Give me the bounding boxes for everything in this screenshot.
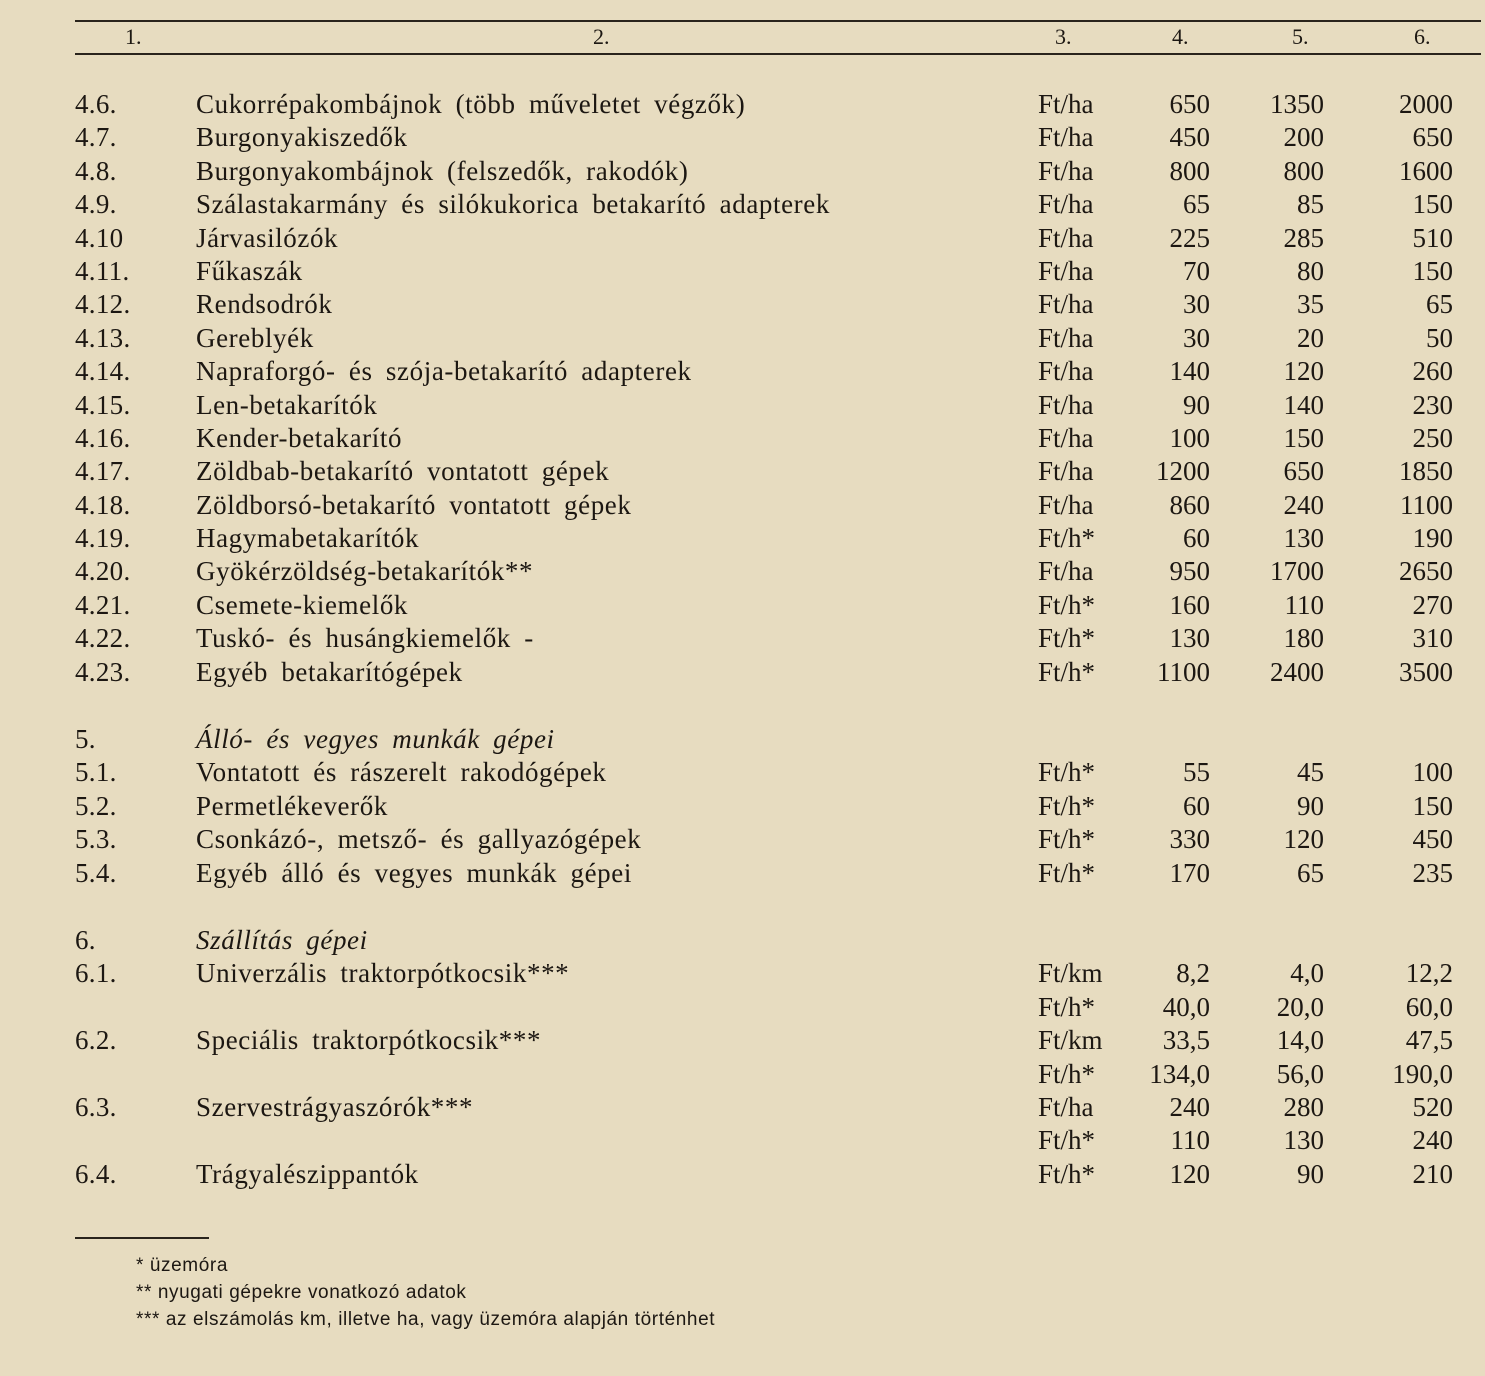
row-value-4: 330	[1169, 824, 1210, 855]
row-unit: Ft/ha	[1038, 456, 1094, 487]
row-value-4: 450	[1169, 122, 1210, 153]
row-unit: Ft/ha	[1038, 389, 1094, 420]
row-name: Szállítás gépei	[196, 924, 368, 955]
column-header-3: 3.	[1055, 24, 1072, 49]
row-value-4: 860	[1169, 489, 1210, 520]
row-name: Univerzális traktorpótkocsik***	[196, 958, 570, 989]
footnote-rule	[75, 1237, 209, 1239]
row-value-5: 280	[1283, 1091, 1324, 1122]
table-row	[0, 422, 1485, 455]
row-unit: Ft/ha	[1038, 255, 1094, 286]
row-number: 4.13.	[75, 322, 131, 353]
row-name: Álló- és vegyes munkák gépei	[196, 724, 555, 755]
table-row	[0, 1091, 1485, 1124]
row-value-5: 45	[1297, 757, 1324, 788]
row-number: 5.1.	[75, 757, 117, 788]
table-row	[0, 957, 1485, 990]
table-row	[0, 622, 1485, 655]
table-row	[0, 155, 1485, 188]
row-name: Speciális traktorpótkocsik***	[196, 1025, 542, 1056]
row-value-6: 12,2	[1405, 958, 1453, 989]
row-unit: Ft/h*	[1038, 523, 1096, 554]
row-value-5: 20,0	[1276, 991, 1324, 1022]
row-unit: Ft/ha	[1038, 89, 1094, 119]
row-number: 5.4.	[75, 857, 117, 888]
row-name: Egyéb álló és vegyes munkák gépei	[196, 857, 632, 888]
table-body	[0, 88, 1485, 1191]
row-name: Trágyalészippantók	[196, 1158, 419, 1189]
row-unit: Ft/h*	[1038, 656, 1096, 687]
row-value-4: 130	[1169, 623, 1210, 654]
row-value-6: 3500	[1399, 656, 1453, 687]
row-name: Zöldborsó-betakarító vontatott gépek	[196, 489, 632, 520]
row-value-6: 650	[1412, 122, 1453, 153]
row-name: Egyéb betakarítógépek	[196, 656, 463, 687]
row-value-4: 950	[1169, 556, 1210, 587]
table-row	[0, 522, 1485, 555]
row-value-5: 2400	[1270, 656, 1324, 687]
row-unit: Ft/ha	[1038, 489, 1094, 520]
row-unit: Ft/ha	[1038, 155, 1094, 186]
footnote: *** az elszámolás km, illetve ha, vagy üzemóra alapján történhet	[136, 1309, 716, 1330]
row-value-4: 100	[1169, 422, 1210, 453]
row-name: Szervestrágyaszórók***	[196, 1091, 474, 1122]
section-spacer	[0, 890, 1485, 924]
row-value-5: 90	[1297, 1158, 1324, 1189]
row-name: Napraforgó- és szója-betakarító adapterek	[196, 356, 692, 387]
row-value-6: 150	[1412, 189, 1453, 220]
table-row	[0, 656, 1485, 689]
row-number: 4.20.	[75, 556, 131, 587]
row-unit: Ft/ha	[1038, 556, 1094, 587]
row-value-6: 190,0	[1392, 1058, 1453, 1089]
table-row	[0, 1124, 1485, 1157]
table-row	[0, 991, 1485, 1024]
footnotes	[136, 1252, 715, 1333]
table-row	[0, 1058, 1485, 1091]
row-value-5: 14,0	[1276, 1025, 1324, 1056]
table-row	[0, 188, 1485, 221]
table-row	[0, 924, 1485, 957]
row-number: 6.1.	[75, 958, 117, 989]
row-unit: Ft/h*	[1038, 1125, 1096, 1156]
row-value-5: 150	[1283, 422, 1324, 453]
row-name: Tuskó- és husángkiemelők -	[196, 623, 534, 654]
column-header-2: 2.	[593, 24, 610, 49]
row-value-6: 1600	[1399, 155, 1453, 186]
table-row	[0, 589, 1485, 622]
row-value-6: 1100	[1400, 489, 1453, 520]
row-unit: Ft/ha	[1038, 1091, 1094, 1122]
footnote: * üzemóra	[136, 1255, 228, 1276]
row-value-5: 120	[1283, 824, 1324, 855]
row-value-6: 260	[1412, 356, 1453, 387]
row-value-6: 50	[1426, 322, 1453, 353]
table-header-rule	[75, 53, 1481, 55]
row-unit: Ft/ha	[1038, 189, 1094, 220]
table-row	[0, 756, 1485, 789]
row-value-4: 33,5	[1162, 1025, 1210, 1056]
row-value-6: 2000	[1399, 89, 1453, 119]
table-row	[0, 288, 1485, 321]
row-unit: Ft/h*	[1038, 1058, 1096, 1089]
row-unit: Ft/ha	[1038, 422, 1094, 453]
row-number: 4.10	[75, 222, 124, 253]
row-value-4: 140	[1169, 356, 1210, 387]
row-value-5: 20	[1297, 322, 1324, 353]
footnote: ** nyugati gépekre vonatkozó adatok	[136, 1282, 467, 1303]
row-value-6: 100	[1412, 757, 1453, 788]
row-number: 5.3.	[75, 824, 117, 855]
row-unit: Ft/ha	[1038, 356, 1094, 387]
row-value-5: 120	[1283, 356, 1324, 387]
row-value-5: 800	[1283, 155, 1324, 186]
row-name: Rendsodrók	[196, 289, 333, 320]
row-number: 6.3.	[75, 1091, 117, 1122]
row-name: Csemete-kiemelők	[196, 589, 409, 620]
row-value-6: 150	[1412, 255, 1453, 286]
row-value-4: 60	[1183, 790, 1210, 821]
row-number: 4.22.	[75, 623, 131, 654]
row-value-4: 240	[1169, 1091, 1210, 1122]
row-unit: Ft/h*	[1038, 589, 1096, 620]
table-row	[0, 790, 1485, 823]
row-value-5: 240	[1283, 489, 1324, 520]
row-number: 5.	[75, 724, 96, 755]
row-number: 4.11.	[75, 255, 130, 286]
row-number: 4.12.	[75, 289, 131, 320]
row-value-5: 285	[1283, 222, 1324, 253]
row-value-4: 134,0	[1149, 1058, 1210, 1089]
row-number: 4.21.	[75, 589, 131, 620]
row-value-6: 235	[1412, 857, 1453, 888]
table-row	[0, 823, 1485, 856]
table-row	[0, 857, 1485, 890]
table-row	[0, 455, 1485, 488]
row-number: 4.15.	[75, 389, 131, 420]
row-value-4: 30	[1183, 322, 1210, 353]
row-value-6: 150	[1412, 790, 1453, 821]
row-name: Szálastakarmány és silókukorica betakarító adapterek	[196, 189, 830, 220]
row-value-5: 4,0	[1290, 958, 1324, 989]
row-value-5: 80	[1297, 255, 1324, 286]
row-unit: Ft/km	[1038, 1025, 1103, 1056]
section-spacer	[0, 689, 1485, 723]
row-value-5: 56,0	[1276, 1058, 1324, 1089]
row-value-6: 65	[1426, 289, 1453, 320]
row-name: Járvasilózók	[196, 222, 339, 253]
table-row	[0, 723, 1485, 756]
row-number: 4.6.	[75, 89, 117, 119]
row-value-4: 650	[1169, 89, 1210, 119]
row-unit: Ft/h*	[1038, 857, 1096, 888]
table-row	[0, 355, 1485, 388]
column-header-1: 1.	[125, 24, 142, 49]
row-name: Burgonyakiszedők	[196, 122, 408, 153]
row-value-5: 35	[1297, 289, 1324, 320]
row-value-6: 270	[1412, 589, 1453, 620]
row-value-4: 110	[1170, 1125, 1210, 1156]
row-name: Kender-betakarító	[196, 422, 403, 453]
row-value-5: 65	[1297, 857, 1324, 888]
row-value-6: 210	[1412, 1158, 1453, 1189]
column-header-5: 5.	[1292, 24, 1309, 49]
row-number: 6.	[75, 924, 96, 955]
row-value-4: 800	[1169, 155, 1210, 186]
row-value-4: 160	[1169, 589, 1210, 620]
row-name: Zöldbab-betakarító vontatott gépek	[196, 456, 610, 487]
row-value-5: 130	[1283, 1125, 1324, 1156]
row-name: Gereblyék	[196, 322, 314, 353]
row-number: 4.18.	[75, 489, 131, 520]
row-unit: Ft/h*	[1038, 790, 1096, 821]
row-name: Cukorrépakombájnok (több műveletet végzők)	[196, 89, 746, 119]
row-name: Fűkaszák	[196, 255, 303, 286]
row-name: Len-betakarítók	[196, 389, 378, 420]
row-number: 4.23.	[75, 656, 131, 687]
row-unit: Ft/ha	[1038, 122, 1094, 153]
table-row	[0, 555, 1485, 588]
row-value-4: 55	[1183, 757, 1210, 788]
row-name: Csonkázó-, metsző- és gallyazógépek	[196, 824, 642, 855]
row-value-5: 90	[1297, 790, 1324, 821]
row-value-6: 60,0	[1405, 991, 1453, 1022]
row-value-5: 85	[1297, 189, 1324, 220]
row-number: 4.8.	[75, 155, 117, 186]
row-value-5: 140	[1283, 389, 1324, 420]
row-value-4: 170	[1169, 857, 1210, 888]
row-value-5: 130	[1283, 523, 1324, 554]
row-value-4: 70	[1183, 255, 1210, 286]
row-value-5: 200	[1283, 122, 1324, 153]
table-row	[0, 88, 1485, 121]
table-row	[0, 121, 1485, 154]
row-value-6: 1850	[1399, 456, 1453, 487]
row-value-4: 90	[1183, 389, 1210, 420]
row-number: 4.14.	[75, 356, 131, 387]
row-value-6: 450	[1412, 824, 1453, 855]
row-name: Hagymabetakarítók	[196, 523, 420, 554]
row-unit: Ft/h*	[1038, 623, 1096, 654]
column-header-6: 6.	[1414, 24, 1431, 49]
row-number: 6.4.	[75, 1158, 117, 1189]
column-header-4: 4.	[1172, 24, 1189, 49]
row-value-6: 2650	[1399, 556, 1453, 587]
row-number: 4.19.	[75, 523, 131, 554]
row-value-6: 510	[1412, 222, 1453, 253]
row-unit: Ft/h*	[1038, 991, 1096, 1022]
row-value-4: 1200	[1156, 456, 1210, 487]
row-unit: Ft/ha	[1038, 222, 1094, 253]
row-value-4: 120	[1169, 1158, 1210, 1189]
row-value-4: 60	[1183, 523, 1210, 554]
row-number: 6.2.	[75, 1025, 117, 1056]
row-unit: Ft/km	[1038, 958, 1103, 989]
row-value-6: 250	[1412, 422, 1453, 453]
row-value-5: 1350	[1270, 89, 1324, 119]
row-number: 4.17.	[75, 456, 131, 487]
row-unit: Ft/h*	[1038, 824, 1096, 855]
row-name: Vontatott és rászerelt rakodógépek	[196, 757, 607, 788]
row-unit: Ft/h*	[1038, 757, 1096, 788]
row-value-4: 1100	[1157, 656, 1210, 687]
table-row	[0, 1024, 1485, 1057]
table-row	[0, 222, 1485, 255]
table-row	[0, 1158, 1485, 1191]
row-value-4: 30	[1183, 289, 1210, 320]
row-value-5: 180	[1283, 623, 1324, 654]
row-value-4: 65	[1183, 189, 1210, 220]
row-name: Permetlékeverők	[196, 790, 388, 821]
table-row	[0, 255, 1485, 288]
row-value-6: 310	[1412, 623, 1453, 654]
row-value-6: 190	[1412, 523, 1453, 554]
row-value-6: 240	[1412, 1125, 1453, 1156]
row-number: 4.9.	[75, 189, 117, 220]
row-name: Gyökérzöldség-betakarítók**	[196, 556, 534, 587]
row-unit: Ft/ha	[1038, 322, 1094, 353]
row-name: Burgonyakombájnok (felszedők, rakodók)	[196, 155, 689, 186]
row-value-6: 47,5	[1405, 1025, 1453, 1056]
table-row	[0, 489, 1485, 522]
row-value-6: 520	[1412, 1091, 1453, 1122]
table-row	[0, 389, 1485, 422]
row-value-5: 110	[1284, 589, 1324, 620]
row-value-4: 225	[1169, 222, 1210, 253]
row-value-4: 8,2	[1176, 958, 1210, 989]
table-row	[0, 322, 1485, 355]
row-unit: Ft/h*	[1038, 1158, 1096, 1189]
row-number: 4.7.	[75, 122, 117, 153]
row-value-6: 230	[1412, 389, 1453, 420]
row-value-5: 1700	[1270, 556, 1324, 587]
row-number: 5.2.	[75, 790, 117, 821]
row-value-4: 40,0	[1162, 991, 1210, 1022]
row-unit: Ft/ha	[1038, 289, 1094, 320]
row-number: 4.16.	[75, 422, 131, 453]
table-top-rule	[75, 20, 1481, 22]
row-value-5: 650	[1283, 456, 1324, 487]
